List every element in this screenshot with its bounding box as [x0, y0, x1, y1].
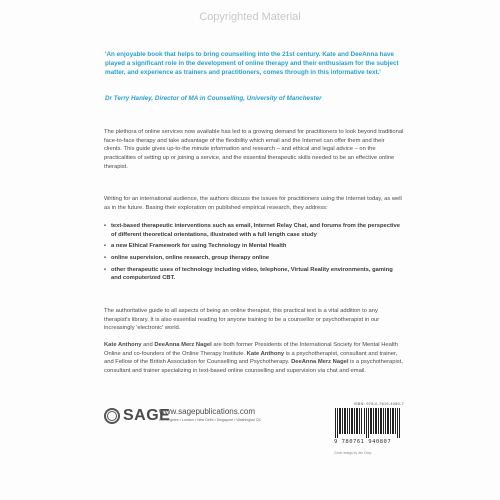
- description-paragraph-1: The plethora of online services now available has led to a growing demand for practitioners to look beyond traditional face-to-face therapy and take advantage of the flexibility which email and the Internet can offer them and their clients. This guide gives up-to-the minute information and research – and ethical and legal advice – on the practicalities of setting up or joining a service, and the essential therapeutic skills needed to be an effective online therapist.: [104, 129, 404, 170]
- sage-logo-icon: [104, 408, 120, 424]
- bio-text: and: [141, 342, 155, 348]
- topic-item: • a new Ethical Framework for using Technology in Mental Health: [104, 242, 404, 251]
- barcode-block: [334, 402, 404, 445]
- publisher-cities: Los Angeles • London • New Delhi • Singapore • Washington DC: [159, 418, 262, 422]
- bio-text: is a psychotherapist, consultant and trainer specializing in text-based online counselling and supervision via chat and email.: [104, 359, 403, 375]
- description-paragraph-2: Writing for an international audience, the authors discuss the issues for practitioners using the Internet today, as well as in the future. Basing their exploration on published empirical research, they address:: [104, 196, 402, 211]
- topic-item: • other therapeutic uses of technology including video, telephone, Virtual Reality environments, gaming and computerized CBT.: [104, 266, 404, 283]
- cover-design-credit: Cover design by Jen Crisp: [334, 451, 372, 455]
- endorsement-quote: 'An enjoyable book that helps to bring counselling into the 21st century. Kate and DeeAnna have played a significant role in the development of online therapy and their enthusiasm for the subject matter, and experience as trainers and practitioners, comes through in this informative text.': [105, 51, 399, 77]
- copyright-watermark: Copyrighted Material: [199, 11, 301, 23]
- barcode-icon: [334, 408, 402, 438]
- publisher-url: www.sagepublications.com: [159, 407, 256, 416]
- author-name: Kate Anthony: [246, 350, 285, 357]
- sage-logo-text: SAGE: [123, 407, 171, 424]
- isbn-label: ISBN: 978-0-7619-4080-7: [353, 402, 404, 406]
- topics-list: [104, 222, 404, 286]
- author-bio: [104, 341, 404, 376]
- bio-text: are both former Presidents of the International Society for Mental Health Online and co-founders of the Online Therapy Institute.: [104, 342, 398, 357]
- bio-text: is a psychotherapist, consultant and trainer, and Fellow of the British Association for Counselling and Psychotherapy.: [104, 350, 398, 366]
- barcode-number: 9 780761 940807: [334, 439, 392, 445]
- author-name: DeeAnna Merz Nagel: [154, 342, 212, 348]
- author-name: Kate Anthony: [104, 342, 142, 348]
- publisher-block: [104, 407, 304, 425]
- topic-item: • text-based therapeutic interventions such as email, Internet Relay Chat, and forums from the perspective of different theoretical orientations, illustrated with a full length case study: [104, 222, 404, 239]
- author-name: DeeAnna Merz Nagel: [291, 359, 349, 366]
- description-paragraph-3: The authoritative guide to all aspects of being an online therapist, this practical text is a vital addition to any therapist's library. It is also essential reading for anyone training to be a counsellor or psychotherapist in our increasingly 'electronic' world.: [104, 308, 380, 332]
- topic-item: • online supervision, online research, group therapy online: [104, 254, 404, 263]
- endorsement-attribution: Dr Terry Hanley, Director of MA in Counselling, University of Manchester: [105, 95, 322, 102]
